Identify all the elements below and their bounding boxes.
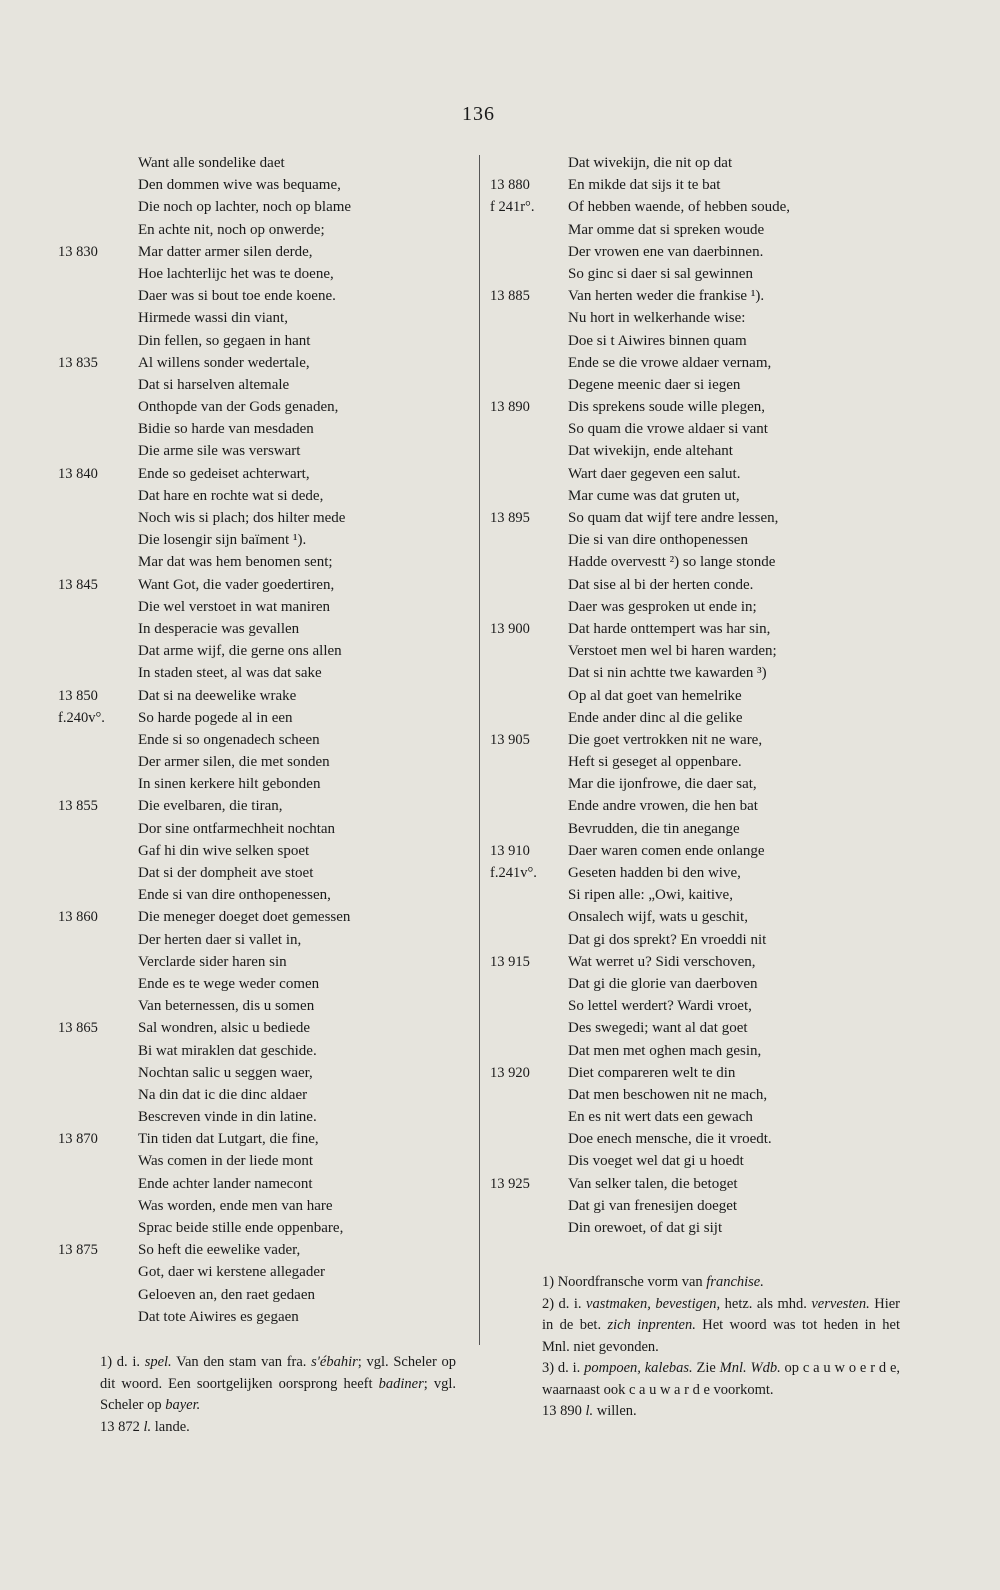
verse-number: 13 875	[58, 1242, 98, 1259]
verse-text: Geseten hadden bi den wive,	[568, 865, 741, 881]
verse-line	[490, 662, 910, 684]
verse-text: Tin tiden dat Lutgart, die fine,	[138, 1131, 319, 1148]
verse-text: Onsalech wijf, wats u geschit,	[568, 909, 748, 926]
verse-line	[58, 330, 468, 352]
verse-line	[490, 463, 910, 485]
verse-line	[58, 241, 468, 263]
verse-text: Dis voeget wel dat gi u hoedt	[568, 1153, 744, 1170]
verse-text: Daer was si bout toe ende koene.	[138, 288, 336, 305]
verse-number: 13 880	[490, 177, 530, 194]
verse-text: Dat tote Aiwires es gegaen	[138, 1308, 299, 1325]
verse-line	[58, 485, 468, 507]
footnote-right-2: 2) d. i. vastmaken, bevestigen, hetz. als mhd. vervesten. Hier in de bet. zich inprenten. Het woord was tot heden in het Mnl. niet gevonden.	[542, 1295, 900, 1355]
verse-line	[58, 196, 468, 218]
verse-text: Verstoet men wel bi haren warden;	[568, 643, 777, 660]
footnote-right-3: 3) d. i. pompoen, kalebas. Zie Mnl. Wdb. op c a u w o e r d e, waarnaast ook c a u w a r d e voorkomt.	[542, 1360, 901, 1398]
verse-line	[58, 1306, 468, 1328]
verse-line	[490, 352, 910, 374]
verse-text: Ende ander dinc al die gelike	[568, 709, 743, 726]
verse-line	[58, 574, 468, 596]
verse-line	[58, 818, 468, 840]
verse-line	[490, 640, 910, 662]
verse-text: Der armer silen, die met sonden	[138, 754, 330, 771]
verse-number: 13 915	[490, 953, 530, 970]
verse-text: Dat si der dompheit ave stoet	[138, 865, 314, 881]
verse-line	[58, 596, 468, 618]
verse-line	[490, 840, 910, 862]
verse-line	[58, 1173, 468, 1195]
verse-text: Van selker talen, die betoget	[568, 1175, 738, 1192]
verse-line	[58, 1040, 468, 1062]
verse-text: Op al dat goet van hemelrike	[568, 687, 742, 704]
verse-text: Hoe lachterlijc het was te doene,	[138, 265, 334, 282]
verse-line	[58, 1062, 468, 1084]
verse-number: 13 925	[490, 1175, 530, 1192]
verse-text: Gaf hi din wive selken spoet	[138, 842, 310, 859]
verse-number: 13 860	[58, 909, 98, 926]
verse-text: Noch wis si plach; dos hilter mede	[138, 510, 346, 526]
verse-number: 13 830	[58, 243, 98, 260]
verse-text: Des swegedi; want al dat goet	[568, 1020, 748, 1037]
verse-line	[58, 862, 468, 884]
verse-text: Si ripen alle: „Owi, kaitive,	[568, 887, 733, 904]
verse-text: Dat men met oghen mach gesin,	[568, 1042, 762, 1059]
verse-text: Sprac beide stille ende oppenbare,	[138, 1220, 344, 1236]
verse-number: 13 840	[58, 465, 98, 482]
footnote-left-2: 13 872 l. lande.	[100, 1418, 190, 1435]
verse-line	[490, 751, 910, 773]
verse-line	[58, 307, 468, 329]
verse-text: Want Got, die vader goedertiren,	[138, 576, 335, 593]
verse-text: Die noch op lachter, noch op blame	[138, 199, 352, 216]
verse-text: En mikde dat sijs it te bat	[568, 177, 721, 194]
verse-line	[58, 929, 468, 951]
verse-text: So ginc si daer si sal gewinnen	[568, 265, 753, 282]
verse-line	[490, 529, 910, 551]
verse-line	[490, 685, 910, 707]
verse-text: Mar datter armer silen derde,	[138, 243, 313, 260]
verse-text: Wat werret u? Sidi verschoven,	[568, 953, 756, 970]
verse-text: Ende si van dire onthopenessen,	[138, 887, 331, 904]
verse-line	[490, 973, 910, 995]
verse-text: Na din dat ic die dinc aldaer	[138, 1086, 308, 1103]
verse-number: 13 885	[490, 288, 530, 305]
verse-text: Ende es te wege weder comen	[138, 975, 320, 992]
verse-text: Ende so gedeiset achterwart,	[138, 465, 310, 482]
verse-text: Dat si nin achtte twe kawarden ³)	[568, 665, 767, 682]
verse-text: Die arme sile was verswart	[138, 443, 301, 460]
verse-number: 13 865	[58, 1020, 98, 1037]
verse-text: Geloeven an, den raet gedaen	[138, 1286, 315, 1303]
verse-text: Was comen in der liede mont	[138, 1153, 313, 1170]
verse-line	[58, 529, 468, 551]
verse-line	[490, 618, 910, 640]
verse-line	[490, 1017, 910, 1039]
verse-line	[58, 773, 468, 795]
verse-line	[490, 707, 910, 729]
footnote-right-4: 13 890 l. willen.	[542, 1403, 637, 1419]
verse-line	[490, 862, 910, 884]
verse-text: Mar omme dat si spreken woude	[568, 221, 765, 238]
verse-text: In sinen kerkere hilt gebonden	[138, 776, 321, 793]
verse-line	[490, 1150, 910, 1172]
verse-text: Nochtan salic u seggen waer,	[138, 1064, 313, 1081]
verse-line	[58, 884, 468, 906]
verse-line	[490, 951, 910, 973]
verse-line	[58, 418, 468, 440]
verse-text: In staden steet, al was dat sake	[138, 665, 322, 682]
verse-text: Bevrudden, die tin anegange	[568, 820, 740, 837]
verse-line	[490, 729, 910, 751]
verse-number: 13 870	[58, 1131, 98, 1148]
verse-line	[490, 795, 910, 817]
right-verse-column	[490, 152, 910, 1239]
verse-line	[58, 840, 468, 862]
verse-text: Dat arme wijf, die gerne ons allen	[138, 643, 342, 660]
verse-text: Daer was gesproken ut ende in;	[568, 598, 757, 615]
verse-line	[490, 818, 910, 840]
verse-line	[58, 795, 468, 817]
verse-line	[490, 1084, 910, 1106]
verse-line	[490, 418, 910, 440]
verse-text: So harde pogede al in een	[138, 709, 293, 726]
verse-text: Ende si so ongenadech scheen	[138, 731, 320, 748]
verse-text: Ende andre vrowen, die hen bat	[568, 798, 758, 815]
verse-line	[490, 507, 910, 529]
footnotes-left	[62, 1352, 456, 1438]
verse-line	[58, 507, 468, 529]
verse-line	[490, 773, 910, 795]
verse-line	[490, 995, 910, 1017]
verse-text: Dat men beschowen nit ne mach,	[568, 1086, 768, 1103]
verse-line	[58, 1106, 468, 1128]
verse-number: 13 910	[490, 842, 530, 859]
verse-line	[58, 374, 468, 396]
verse-line	[58, 352, 468, 374]
verse-line	[58, 1284, 468, 1306]
footnote-left-1: 1) d. i. spel. Van den stam van fra. s'ébahir; vgl. Scheler op dit woord. Een soortgelijken oorsprong heeft badiner; vgl. Scheler op bayer.	[100, 1354, 457, 1413]
verse-text: Mar die ijonfrowe, die daer sat,	[568, 776, 757, 793]
verse-line	[490, 374, 910, 396]
verse-line	[58, 174, 468, 196]
verse-line	[490, 574, 910, 596]
verse-text: Die meneger doeget doet gemessen	[138, 909, 351, 926]
verse-line	[490, 596, 910, 618]
verse-text: Mar cume was dat gruten ut,	[568, 487, 740, 504]
verse-text: Dat gi dos sprekt? En vroeddi nit	[568, 931, 767, 948]
verse-text: Al willens sonder wedertale,	[138, 354, 310, 371]
verse-text: Bidie so harde van mesdaden	[138, 421, 314, 438]
verse-text: Die evelbaren, die tiran,	[138, 798, 283, 815]
verse-text: So quam dat wijf tere andre lessen,	[568, 510, 779, 526]
verse-text: Der herten daer si vallet in,	[138, 931, 302, 948]
verse-text: Bescreven vinde in din latine.	[138, 1109, 317, 1126]
verse-number: f 241r°.	[490, 199, 535, 216]
verse-line	[58, 685, 468, 707]
verse-number: 13 890	[490, 399, 530, 416]
verse-line	[58, 973, 468, 995]
verse-line	[490, 1106, 910, 1128]
verse-text: Was worden, ende men van hare	[138, 1197, 333, 1214]
verse-text: Van herten weder die frankise ¹).	[568, 288, 765, 305]
verse-number: 13 855	[58, 798, 98, 815]
verse-text: So heft die eewelike vader,	[138, 1242, 301, 1259]
verse-text: In desperacie was gevallen	[138, 620, 300, 637]
verse-line	[490, 219, 910, 241]
verse-line	[490, 174, 910, 196]
verse-line	[58, 951, 468, 973]
verse-text: Degene meenic daer si iegen	[568, 376, 741, 393]
verse-line	[58, 640, 468, 662]
footnotes-right	[504, 1272, 900, 1423]
verse-line	[490, 307, 910, 329]
verse-number: f.241v°.	[490, 865, 537, 881]
verse-line	[58, 219, 468, 241]
verse-line	[490, 906, 910, 928]
verse-line	[490, 884, 910, 906]
page-number: 136	[462, 103, 495, 125]
verse-text: Doe enech mensche, die it vroedt.	[568, 1131, 772, 1148]
verse-text: En achte nit, noch op onwerde;	[138, 221, 325, 238]
verse-number: 13 920	[490, 1064, 530, 1081]
verse-line	[490, 485, 910, 507]
verse-line	[58, 440, 468, 462]
verse-text: Verclarde sider haren sin	[138, 953, 287, 970]
verse-text: Dat hare en rochte wat si dede,	[138, 487, 324, 504]
verse-text: Die losengir sijn baïment ¹).	[138, 532, 307, 549]
verse-text: Dis sprekens soude wille plegen,	[568, 399, 766, 416]
verse-line	[490, 330, 910, 352]
verse-text: Dat wivekijn, die nit op dat	[568, 155, 733, 171]
verse-text: Heft si geseget al oppenbare.	[568, 754, 742, 771]
verse-text: Dat si harselven altemale	[138, 376, 290, 393]
verse-text: Bi wat miraklen dat geschide.	[138, 1042, 317, 1059]
verse-line	[58, 751, 468, 773]
verse-line	[58, 662, 468, 684]
verse-text: Got, daer wi kerstene allegader	[138, 1264, 325, 1281]
verse-text: Sal wondren, alsic u bediede	[138, 1020, 311, 1037]
verse-text: Hadde overvestt ²) so lange stonde	[568, 554, 776, 571]
verse-text: Doe si t Aiwires binnen quam	[568, 332, 747, 349]
verse-text: Hirmede wassi din viant,	[138, 310, 288, 327]
verse-number: 13 845	[58, 576, 98, 593]
verse-line	[58, 263, 468, 285]
verse-text: So lettel werdert? Wardi vroet,	[568, 998, 752, 1015]
footnote-right-1: 1) Noordfransche vorm van franchise.	[542, 1274, 764, 1290]
verse-text: Dat wivekijn, ende altehant	[568, 443, 733, 460]
verse-line	[490, 1195, 910, 1217]
verse-number: f.240v°.	[58, 709, 105, 726]
verse-line	[490, 1128, 910, 1150]
verse-line	[490, 1217, 910, 1239]
verse-number: 13 900	[490, 620, 530, 637]
verse-line	[490, 285, 910, 307]
verse-text: En es nit wert dats een gewach	[568, 1109, 753, 1126]
verse-line	[490, 241, 910, 263]
verse-number: 13 905	[490, 731, 530, 748]
verse-line	[490, 551, 910, 573]
left-verse-column	[58, 152, 468, 1328]
verse-text: Der vrowen ene van daerbinnen.	[568, 243, 764, 260]
verse-line	[58, 707, 468, 729]
verse-line	[490, 196, 910, 218]
verse-number: 13 850	[58, 687, 98, 704]
verse-text: Die goet vertrokken nit ne ware,	[568, 731, 763, 748]
verse-line	[490, 1173, 910, 1195]
verse-text: Den dommen wive was bequame,	[138, 177, 341, 194]
verse-line	[58, 1128, 468, 1150]
verse-text: Mar dat was hem benomen sent;	[138, 554, 333, 571]
verse-line	[58, 995, 468, 1017]
verse-line	[58, 618, 468, 640]
verse-line	[58, 551, 468, 573]
verse-line	[58, 729, 468, 751]
verse-line	[58, 463, 468, 485]
verse-line	[58, 396, 468, 418]
verse-text: Of hebben waende, of hebben soude,	[568, 199, 791, 216]
verse-line	[58, 1150, 468, 1172]
verse-line	[58, 1195, 468, 1217]
verse-text: Dat gi van frenesijen doeget	[568, 1197, 738, 1214]
verse-text: Daer waren comen ende onlange	[568, 842, 765, 859]
verse-line	[58, 906, 468, 928]
verse-line	[58, 152, 468, 174]
verse-line	[58, 1239, 468, 1261]
verse-text: So quam die vrowe aldaer si vant	[568, 421, 768, 438]
verse-line	[490, 440, 910, 462]
verse-text: Wart daer gegeven een salut.	[568, 465, 741, 482]
verse-text: Ende se die vrowe aldaer vernam,	[568, 354, 772, 371]
verse-line	[490, 152, 910, 174]
verse-text: Onthopde van der Gods genaden,	[138, 399, 339, 416]
verse-text: Van beternessen, dis u somen	[138, 998, 315, 1015]
verse-line	[58, 285, 468, 307]
verse-text: Want alle sondelike daet	[138, 155, 285, 171]
verse-text: Dat gi die glorie van daerboven	[568, 975, 758, 992]
verse-text: Ende achter lander namecont	[138, 1175, 313, 1192]
verse-line	[490, 929, 910, 951]
verse-line	[490, 263, 910, 285]
verse-line	[490, 1040, 910, 1062]
verse-text: Diet compareren welt te din	[568, 1064, 736, 1081]
verse-text: Dat sise al bi der herten conde.	[568, 576, 754, 593]
verse-line	[490, 396, 910, 418]
verse-line	[58, 1017, 468, 1039]
verse-line	[58, 1084, 468, 1106]
verse-text: Din orewoet, of dat gi sijt	[568, 1220, 723, 1236]
verse-text: Nu hort in welkerhande wise:	[568, 310, 746, 327]
verse-text: Die wel verstoet in wat maniren	[138, 598, 331, 615]
verse-number: 13 895	[490, 510, 530, 526]
verse-text: Dat harde onttempert was har sin,	[568, 620, 771, 637]
verse-text: Dor sine ontfarmechheit nochtan	[138, 820, 336, 837]
verse-line	[490, 1062, 910, 1084]
verse-text: Die si van dire onthopenessen	[568, 532, 748, 549]
verse-text: Din fellen, so gegaen in hant	[138, 332, 311, 349]
verse-number: 13 835	[58, 354, 98, 371]
verse-line	[58, 1217, 468, 1239]
verse-line	[58, 1261, 468, 1283]
verse-text: Dat si na deewelike wrake	[138, 687, 297, 704]
column-divider	[479, 155, 480, 1345]
